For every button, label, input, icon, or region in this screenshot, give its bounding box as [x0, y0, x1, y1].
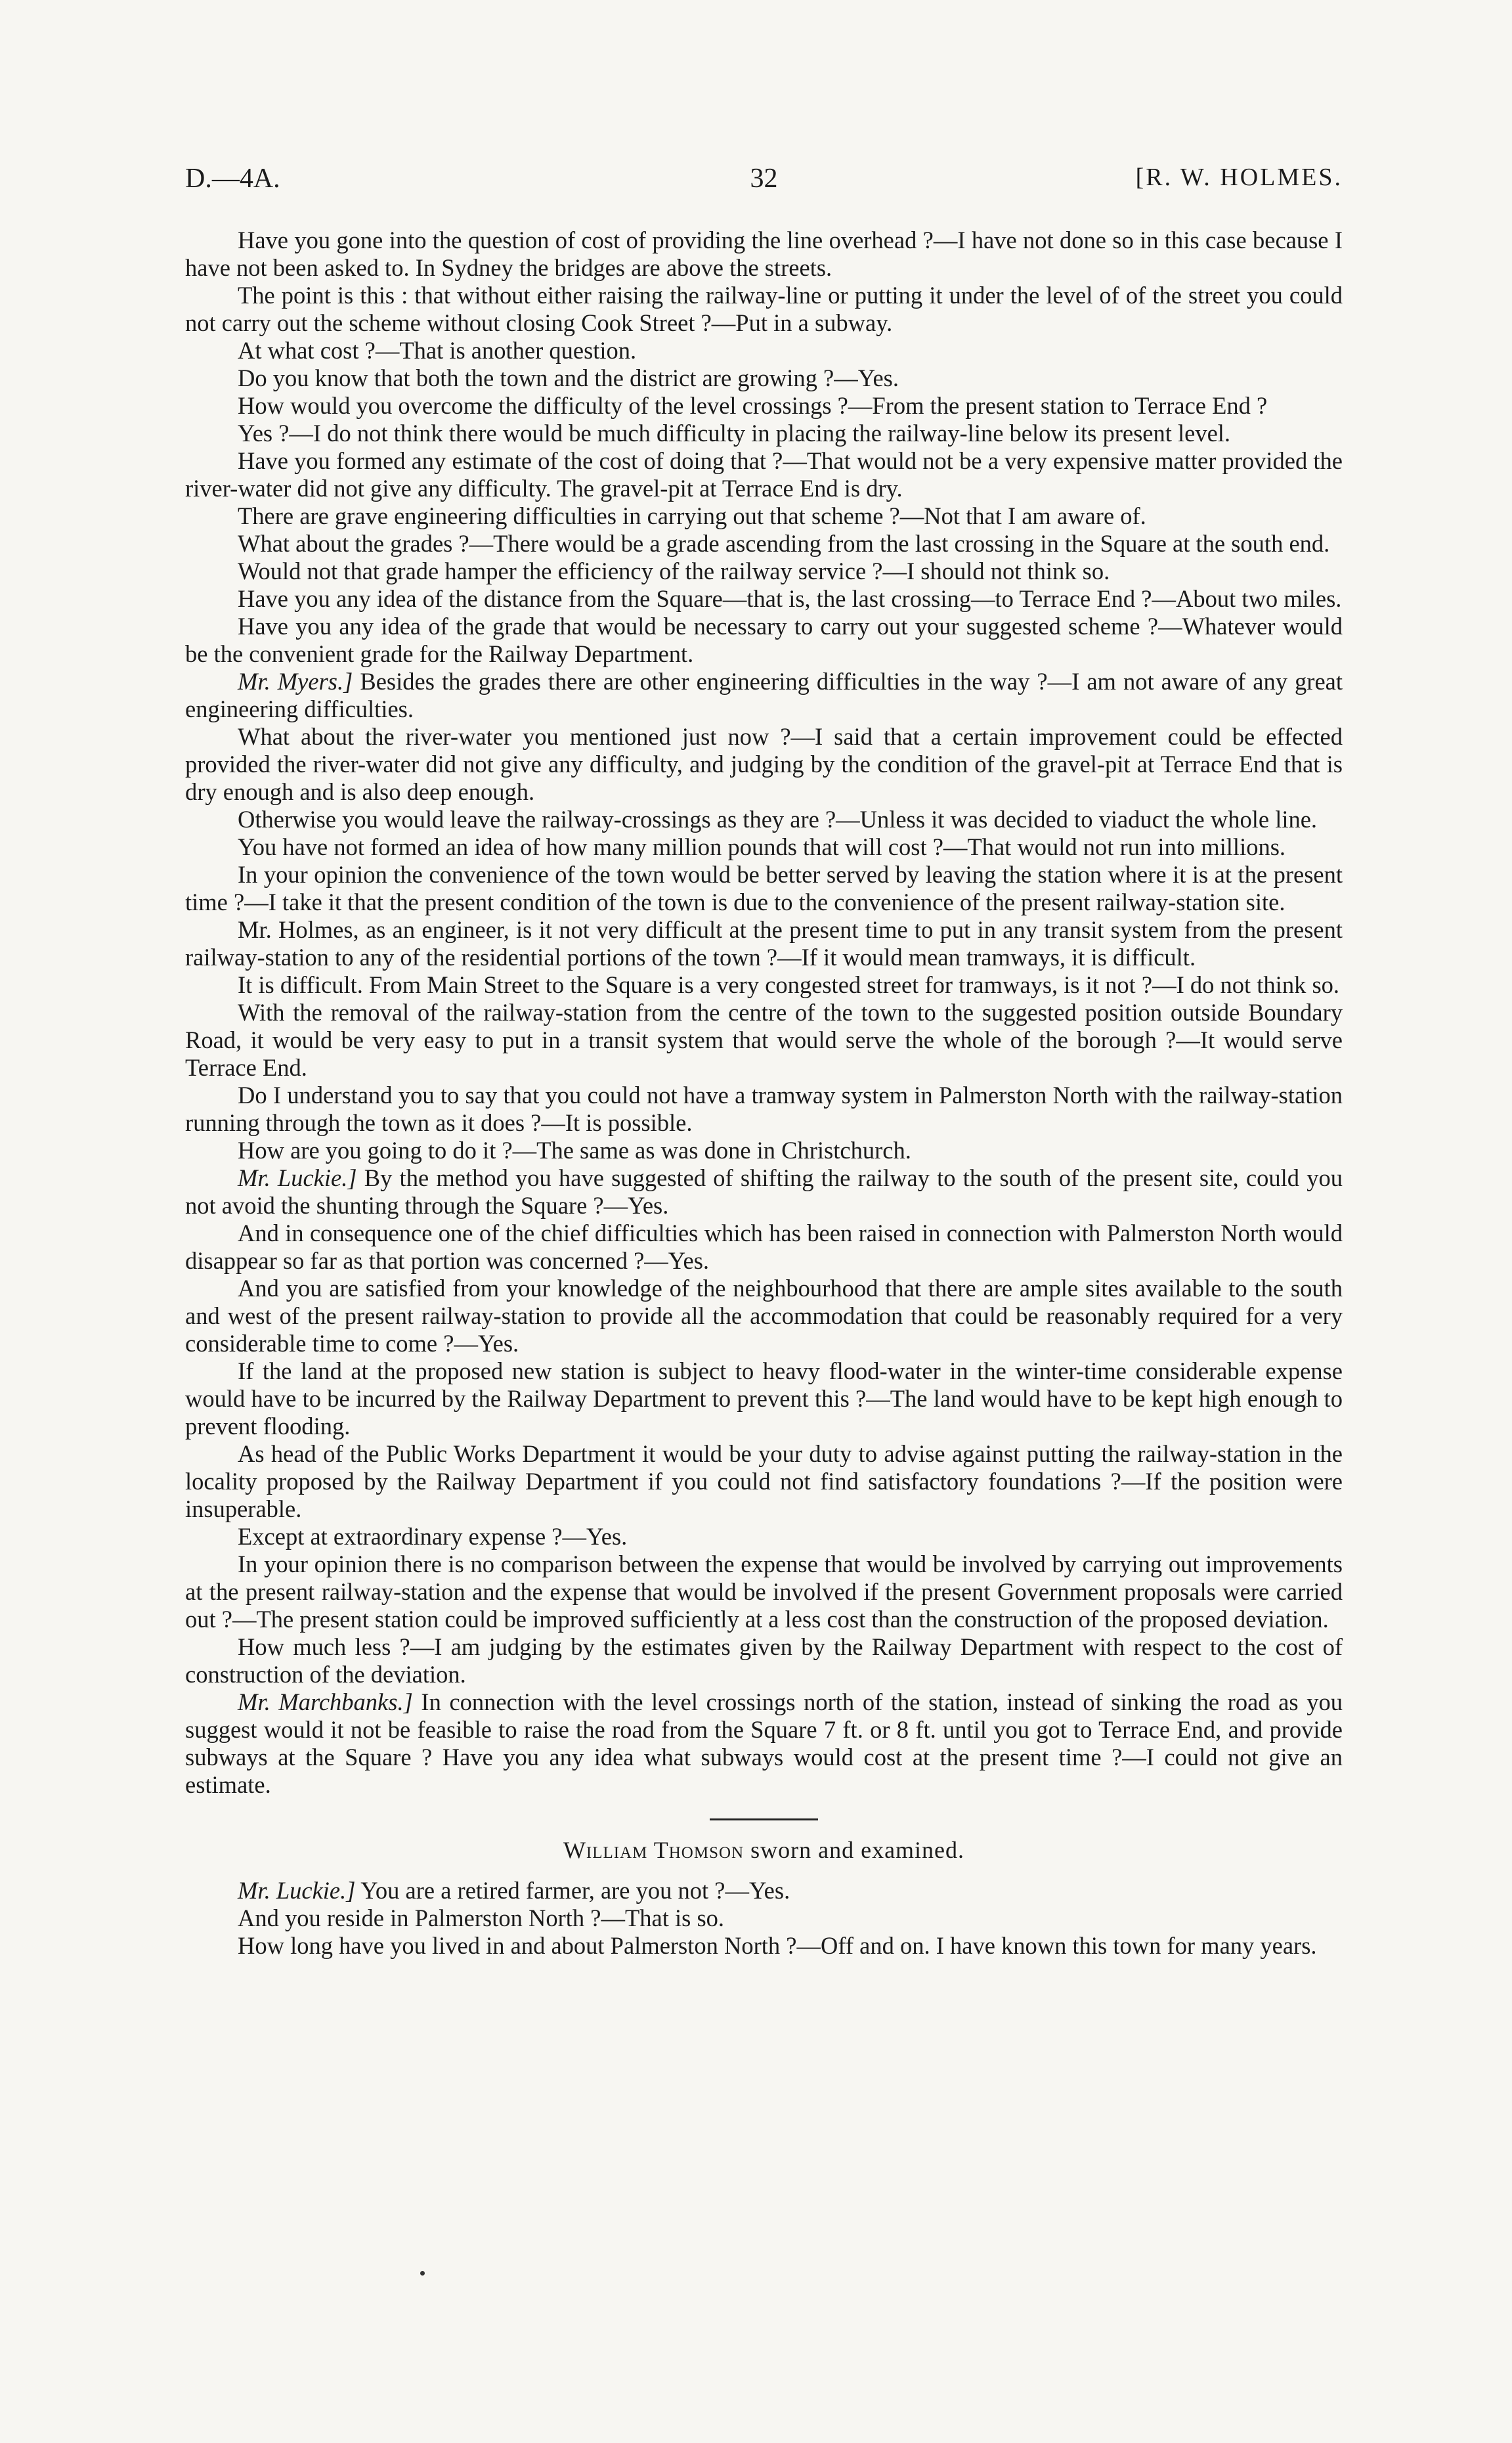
paragraph-text: How much less ?—I am judging by the estimates given by the Railway Department with respect to the cost of construction of the deviation. [185, 1633, 1343, 1688]
witness-name: William Thomson [563, 1837, 745, 1863]
paragraph-text: Would not that grade hamper the efficiency of the railway service ?—I should not think so. [238, 558, 1110, 584]
paragraph [185, 227, 1343, 282]
paragraph-text: Do I understand you to say that you could not have a tramway system in Palmerston North with the railway-station running through the town as it does ?—It is possible. [185, 1082, 1343, 1136]
speaker-label: Mr. Marchbanks.] [238, 1688, 413, 1715]
paragraph-text: Otherwise you would leave the railway-crossings as they are ?—Unless it was decided to viaduct the whole line. [238, 806, 1318, 833]
paragraph [185, 833, 1343, 861]
paragraph-text: There are grave engineering difficulties in carrying out that scheme ?—Not that I am aware of. [238, 502, 1146, 529]
paragraph [185, 1275, 1343, 1357]
paragraph [185, 447, 1343, 502]
witness-status: sworn and examined. [744, 1837, 965, 1863]
paragraph-text: It is difficult. From Main Street to the Square is a very congested street for tramways, is it not ?—I do not think so. [238, 971, 1340, 998]
paragraph-text: Except at extraordinary expense ?—Yes. [238, 1523, 628, 1550]
section-divider [710, 1818, 818, 1820]
ink-mark [420, 2271, 425, 2276]
paragraph-text: What about the river-water you mentioned just now ?—I said that a certain improvement could be effected provided the river-water did not give any difficulty, and judging by the condition of the gravel-pit at Terrace End that is dry enough and is also deep enough. [185, 723, 1343, 805]
paragraph [185, 1633, 1343, 1688]
paragraph [185, 999, 1343, 1082]
paragraph-text: And in consequence one of the chief difficulties which has been raised in connection with Palmerston North would disappear so far as that portion was concerned ?—Yes. [185, 1220, 1343, 1274]
paragraph-text: Have you gone into the question of cost of providing the line overhead ?—I have not done so in this case because I have not been asked to. In Sydney the bridges are above the streets. [185, 227, 1343, 281]
paragraph-text: You have not formed an idea of how many million pounds that will cost ?—That would not run into millions. [238, 833, 1286, 860]
paragraph [185, 337, 1343, 364]
paragraph [185, 613, 1343, 668]
paragraph [185, 1082, 1343, 1137]
paragraph [185, 1357, 1343, 1440]
paragraph [185, 1551, 1343, 1633]
paragraph-text: And you are satisfied from your knowledge of the neighbourhood that there are ample sites available to the south and west of the present railway-station to provide all the accommodation that could be reasonably required for a very considerable time to come ?—Yes. [185, 1275, 1343, 1357]
paragraph-text: Do you know that both the town and the district are growing ?—Yes. [238, 364, 899, 391]
paragraph [185, 502, 1343, 530]
paragraph [185, 1164, 1343, 1220]
paragraph-text: Mr. Holmes, as an engineer, is it not very difficult at the present time to put in any transit system from the present railway-station to any of the residential portions of the town ?—If it would mean tramways, it is difficult. [185, 916, 1343, 971]
paragraph [185, 861, 1343, 916]
paragraph-text: What about the grades ?—There would be a grade ascending from the last crossing in the Square at the south end. [238, 530, 1330, 557]
paragraph [185, 585, 1343, 613]
paragraph-text: Besides the grades there are other engineering difficulties in the way ?—I am not aware of any great engineering difficulties. [185, 668, 1343, 722]
paragraph-text: Have you any idea of the grade that would be necessary to carry out your suggested scheme ?—Whatever would be the convenient grade for the Railway Department. [185, 613, 1343, 667]
paragraph-text: In connection with the level crossings north of the station, instead of sinking the road as you suggest would it not be feasible to raise the road from the Square 7 ft. or 8 ft. until you got to Terrace End, and provide subways at the Square ? Have you any idea what subways would cost at the present time ?—I could not give an estimate. [185, 1688, 1343, 1798]
paragraph [185, 530, 1343, 558]
page-header [185, 163, 1343, 202]
paragraph-text: The point is this : that without either raising the railway-line or putting it under the level of of the street you could not carry out the scheme without closing Cook Street ?—Put in a subway. [185, 282, 1343, 336]
evidence-section-holmes [185, 227, 1343, 1799]
paragraph [185, 1440, 1343, 1523]
witness-heading [185, 1836, 1343, 1864]
paragraph-text: At what cost ?—That is another question. [238, 337, 637, 364]
page-number: 32 [750, 164, 778, 194]
paragraph [185, 282, 1343, 337]
witness-header: [R. W. HOLMES. [1135, 164, 1343, 191]
paragraph [185, 1137, 1343, 1164]
speaker-label: Mr. Luckie.] [238, 1877, 356, 1904]
paragraph [185, 1523, 1343, 1551]
paragraph [185, 1688, 1343, 1799]
paragraph-text: With the removal of the railway-station from the centre of the town to the suggested position outside Boundary Road, it would be very easy to put in a transit system that would serve the whole of the borough ?—It would serve Terrace End. [185, 999, 1343, 1081]
paragraph [185, 723, 1343, 806]
paragraph [185, 1904, 1343, 1932]
paragraph-text: And you reside in Palmerston North ?—That is so. [238, 1904, 725, 1931]
paragraph-text: In your opinion the convenience of the town would be better served by leaving the station where it is at the present time ?—I take it that the present condition of the town is due to the convenience of the present railway-station site. [185, 861, 1343, 915]
paragraph [185, 971, 1343, 999]
paragraph-text: If the land at the proposed new station is subject to heavy flood-water in the winter-time considerable expense would have to be incurred by the Railway Department to prevent this ?—The land would have to be kept high enough to prevent flooding. [185, 1357, 1343, 1440]
paragraph [185, 420, 1343, 447]
document-reference: D.—4A. [185, 164, 280, 194]
paragraph-text: You are a retired farmer, are you not ?—Yes. [355, 1877, 790, 1904]
paragraph-text: Have you any idea of the distance from the Square—that is, the last crossing—to Terrace End ?—About two miles. [238, 585, 1342, 612]
paragraph-text: How long have you lived in and about Palmerston North ?—Off and on. I have known this town for many years. [238, 1932, 1317, 1959]
paragraph-text: Yes ?—I do not think there would be much difficulty in placing the railway-line below its present level. [238, 420, 1231, 447]
paragraph-text: Have you formed any estimate of the cost of doing that ?—That would not be a very expensive matter provided the river-water did not give any difficulty. The gravel-pit at Terrace End is dry. [185, 447, 1343, 502]
speaker-label: Mr. Myers.] [238, 668, 353, 695]
speaker-label: Mr. Luckie.] [238, 1164, 357, 1191]
paragraph-text: In your opinion there is no comparison between the expense that would be involved by carrying out improvements at the present railway-station and the expense that would be involved if the present Government proposals were carried out ?—The present station could be improved sufficiently at a less cost than the construction of the proposed deviation. [185, 1551, 1343, 1633]
paragraph-text: As head of the Public Works Department it would be your duty to advise against putting the railway-station in the locality proposed by the Railway Department if you could not find satisfactory foundations ?—If the position were insuperable. [185, 1440, 1343, 1522]
paragraph [185, 392, 1343, 420]
evidence-section-thomson [185, 1877, 1343, 1960]
paragraph [185, 558, 1343, 585]
paragraph-text: By the method you have suggested of shifting the railway to the south of the present site, could you not avoid the shunting through the Square ?—Yes. [185, 1164, 1343, 1219]
paragraph [185, 1932, 1343, 1960]
paragraph [185, 668, 1343, 723]
paragraph-text: How are you going to do it ?—The same as was done in Christchurch. [238, 1137, 911, 1164]
document-body [185, 227, 1343, 1960]
paragraph [185, 1220, 1343, 1275]
paragraph [185, 806, 1343, 833]
paragraph-text: How would you overcome the difficulty of the level crossings ?—From the present station to Terrace End ? [238, 392, 1268, 419]
paragraph [185, 364, 1343, 392]
paragraph [185, 1877, 1343, 1904]
paragraph [185, 916, 1343, 971]
